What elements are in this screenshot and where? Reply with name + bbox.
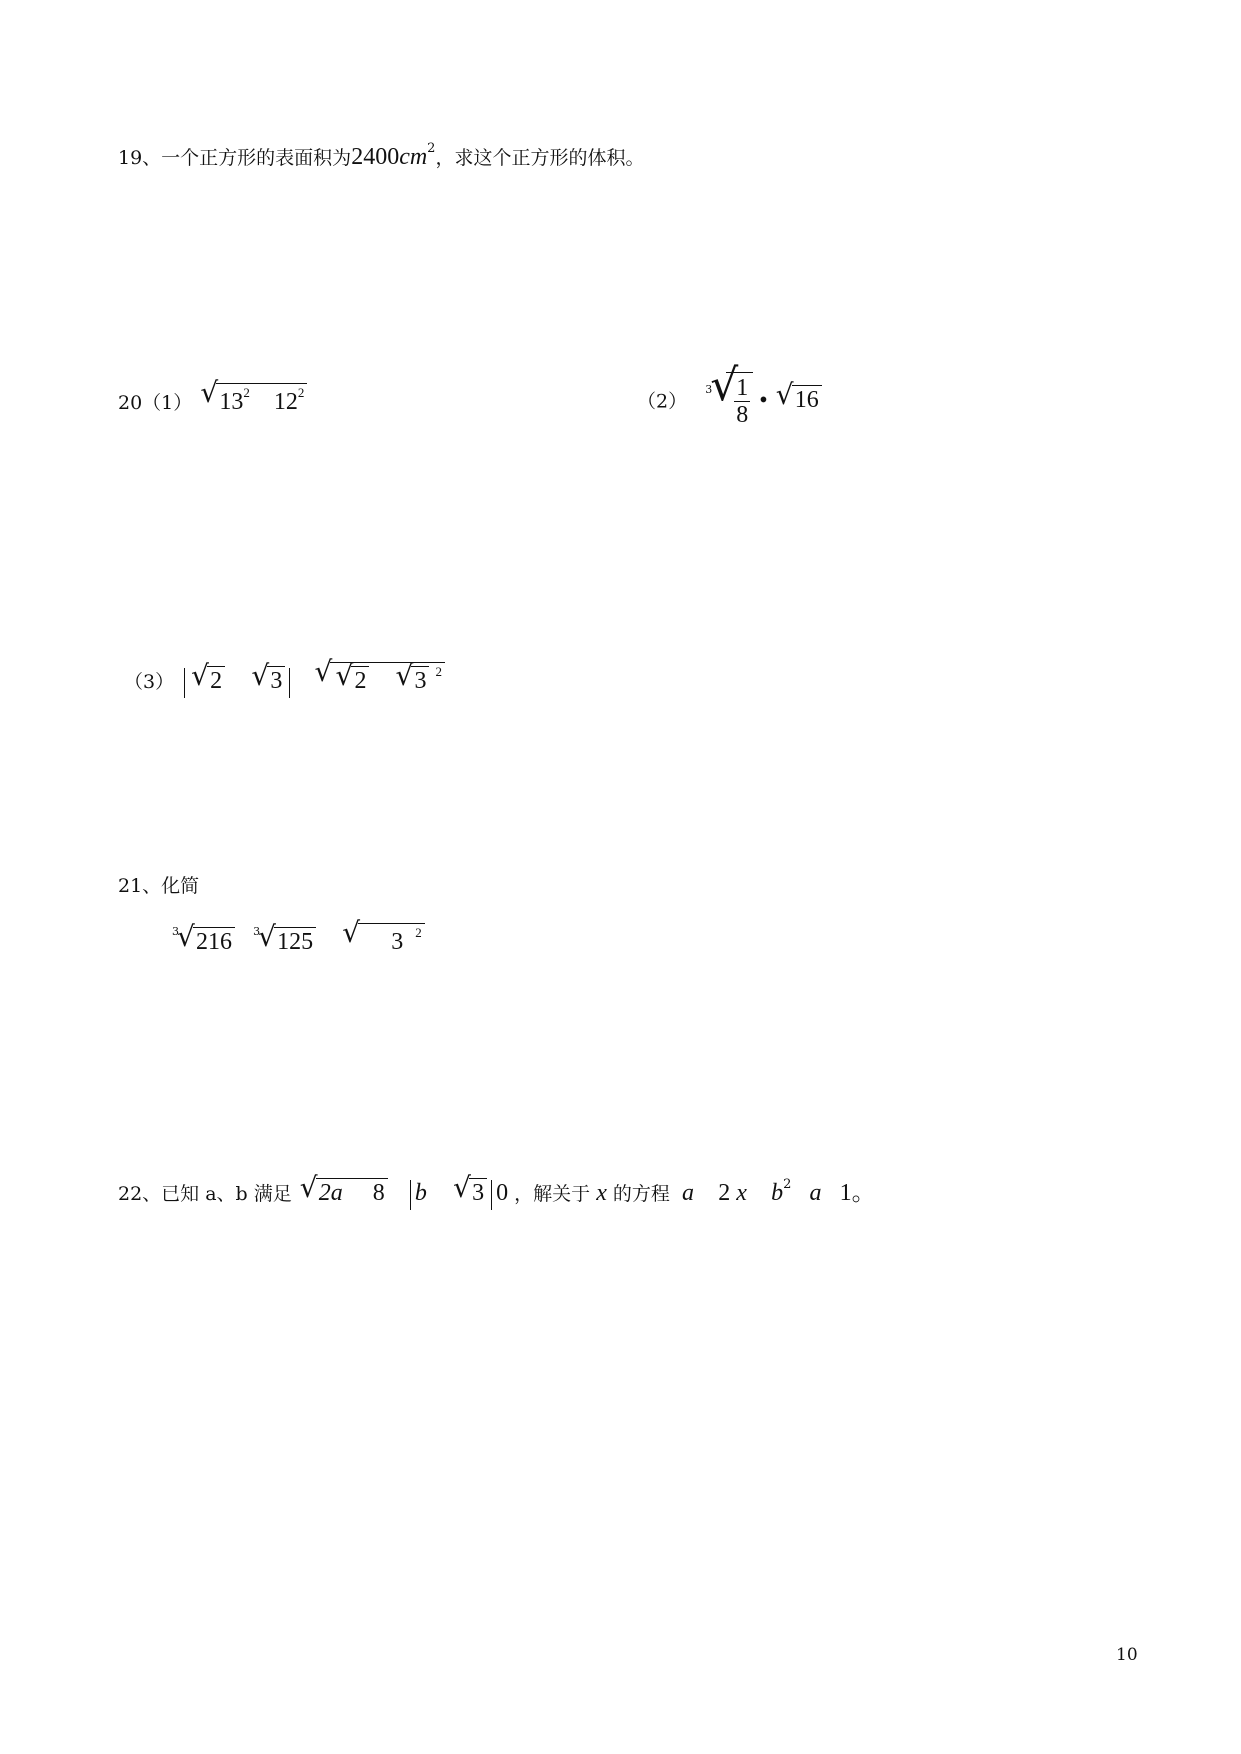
q20-p3-rad-c: √ 2	[335, 666, 369, 693]
q21-a: 216	[193, 927, 235, 954]
q22-t4-exp: 2	[783, 1177, 792, 1192]
q21-label: 21、化简	[118, 875, 200, 897]
q19-value: 2400	[351, 144, 400, 170]
question-20-part-2	[637, 360, 822, 429]
question-20-part-1	[118, 376, 307, 415]
question-21-label	[118, 877, 199, 896]
q22-abs-left	[410, 1180, 411, 1210]
q19-prefix: 19、一个正方形的表面积为	[118, 147, 352, 169]
q22-mid: ，解关于	[514, 1183, 591, 1205]
q20-p2-dot: •	[759, 387, 768, 414]
q20-p3-c: 2	[351, 666, 369, 693]
q22-abs-b: b	[414, 1180, 427, 1206]
q20-p2-num: 1	[736, 375, 749, 401]
q20-p2-b: 16	[792, 385, 822, 412]
q22-t5: a	[809, 1180, 822, 1206]
q20-p2-den: 8	[736, 402, 749, 429]
q20-p1-a: 13	[219, 389, 244, 415]
q22-prefix: 22、已知 a、b 满足	[118, 1183, 292, 1205]
q22-abs-r: 3	[469, 1178, 487, 1205]
q20-label-3: （3）	[124, 671, 175, 693]
q21-b: 125	[274, 927, 316, 954]
q22-mid2: 的方程	[612, 1183, 670, 1205]
q21-idx-b: 3	[253, 925, 261, 938]
q19-suffix: ，求这个正方形的体积。	[435, 147, 645, 169]
q21-rad-b: √ 125	[258, 927, 316, 954]
q19-exp: 2	[427, 141, 436, 156]
q22-radical: √ 2a 8	[300, 1178, 388, 1205]
q21-rad-a: √ 216	[177, 927, 235, 954]
question-20-part-3	[124, 655, 445, 698]
q22-t3: x	[736, 1180, 747, 1206]
q20-p3-rad-a: √ 2	[191, 666, 225, 693]
q20-p3-b: 3	[267, 666, 285, 693]
q20-p2-radical-b: √ 16	[776, 385, 822, 412]
q22-t4: b	[771, 1180, 784, 1206]
q20-p1-exp-a: 2	[243, 385, 250, 400]
q22-abs-right	[491, 1180, 492, 1210]
q22-t1: a	[682, 1180, 695, 1206]
q21-rad-c: √ 3 $^2$	[342, 923, 425, 954]
q22-abs-radical: √ 3	[453, 1178, 487, 1205]
q22-t6: 1。	[839, 1180, 876, 1206]
page-number: 10	[1116, 1645, 1138, 1665]
q20-p3-rad-d: √ 3	[395, 666, 429, 693]
q20-p1-exp-b: 2	[297, 385, 305, 400]
q21-idx-a: 3	[172, 925, 179, 938]
q20-label-1: 20（1）	[118, 392, 193, 414]
q20-p3-outer-radical: √ √ 2 √ 3 $^2$	[314, 662, 445, 693]
q20-p3-exp: 2	[435, 664, 442, 679]
q20-p3-abs-left	[184, 668, 185, 698]
q19-unit: cm	[399, 144, 428, 170]
q22-eq: 0	[496, 1180, 509, 1206]
q20-p3-rad-b: √ 3	[251, 666, 285, 693]
q20-p2-index: 3	[705, 383, 713, 397]
q22-r1b: 8	[372, 1180, 385, 1206]
q20-p1-radical: √ $13^2$ $12^2$	[200, 383, 307, 414]
question-19	[118, 142, 644, 169]
question-22	[118, 1171, 876, 1210]
q22-t2: 2	[718, 1180, 731, 1206]
q21-c-exp: 2	[415, 925, 422, 940]
q20-p3-a: 2	[207, 666, 225, 693]
q20-label-2: （2）	[637, 390, 688, 413]
q20-p1-b: 12	[273, 389, 298, 415]
q20-p2-radical: √ $\frac{1}{8}$	[710, 372, 753, 429]
question-21-expression	[172, 916, 425, 955]
q22-var: x	[596, 1180, 607, 1206]
q20-p3-abs-right	[289, 668, 290, 698]
q20-p3-d: 3	[411, 666, 429, 693]
q22-r1: 2a	[318, 1180, 343, 1206]
q21-c: 3	[391, 929, 404, 955]
